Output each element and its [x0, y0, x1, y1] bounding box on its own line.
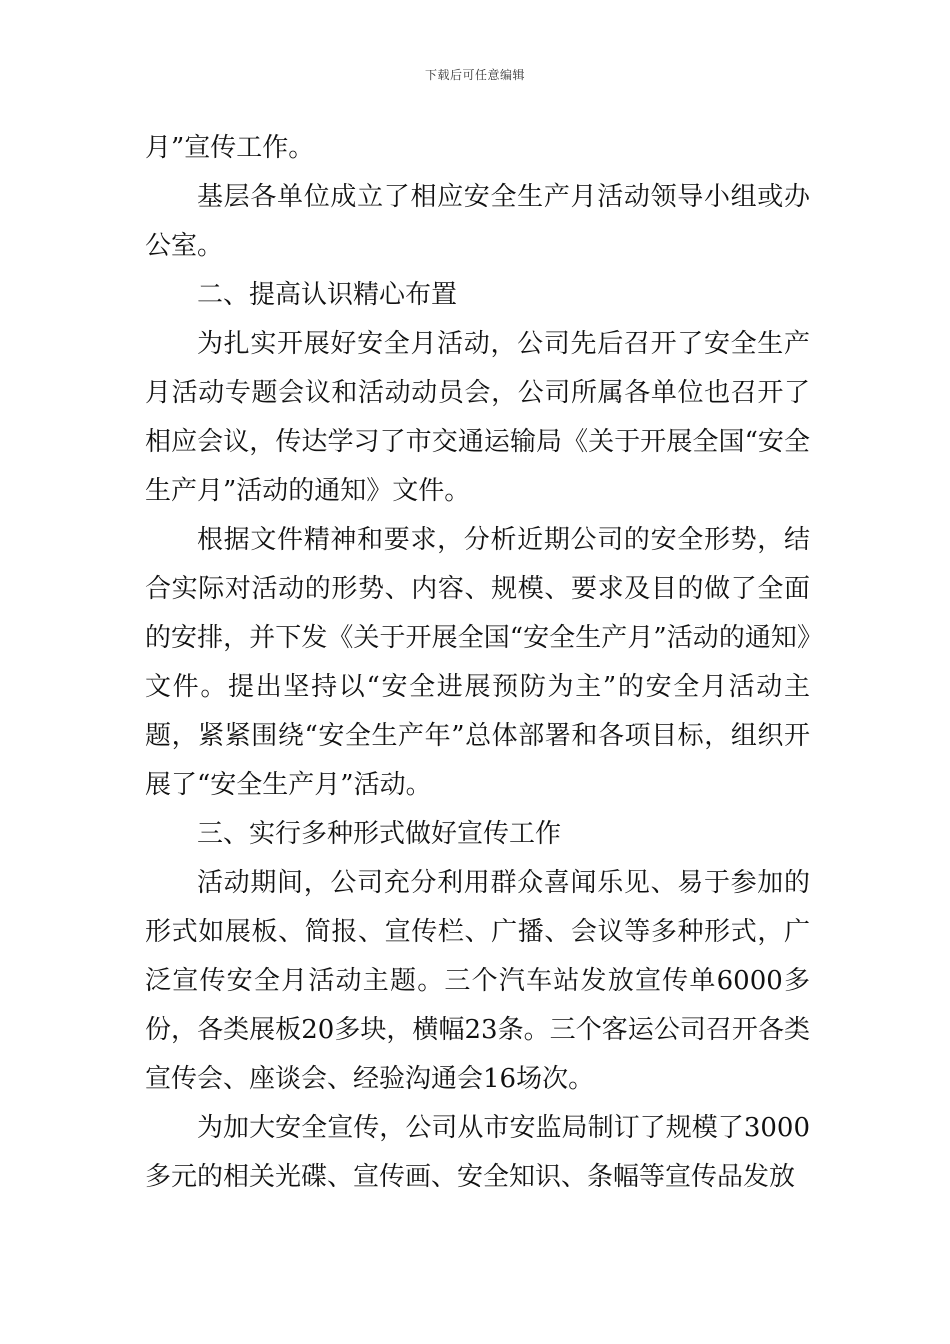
- section-heading: 三、实行多种形式做好宣传工作: [197, 819, 562, 849]
- paragraph-continuation: 月”宣传工作。: [145, 133, 315, 163]
- section-heading: 二、提高认识精心布置: [197, 280, 458, 310]
- document-body: [145, 124, 810, 1202]
- paragraph: 根据文件精神和要求，分析近期公司的安全形势，结合实际对活动的形势、内容、规模、要求及目的做了全面的安排，并下发《关于开展全国“安全生产月”活动的通知》文件。提出坚持以“安全进展预防为主”的安全月活动主题，紧紧围绕“安全生产年”总体部署和各项目标，组织开展了“安全生产月”活动。: [145, 525, 810, 800]
- paragraph: 为加大安全宣传，公司从市安监局制订了规模了3000多元的相关光碟、宣传画、安全知识、条幅等宣传品发放: [145, 1113, 810, 1192]
- header-note: 下载后可任意编辑: [424, 68, 525, 82]
- paragraph: 活动期间，公司充分利用群众喜闻乐见、易于参加的形式如展板、简报、宣传栏、广播、会议等多种形式，广泛宣传安全月活动主题。三个汽车站发放宣传单6000多份，各类展板20多块，横幅23条。三个客运公司召开各类宣传会、座谈会、经验沟通会16场次。: [145, 868, 810, 1094]
- paragraph: 为扎实开展好安全月活动，公司先后召开了安全生产月活动专题会议和活动动员会，公司所属各单位也召开了相应会议，传达学习了市交通运输局《关于开展全国“安全生产月”活动的通知》文件。: [145, 329, 810, 506]
- paragraph: 基层各单位成立了相应安全生产月活动领导小组或办公室。: [145, 182, 810, 261]
